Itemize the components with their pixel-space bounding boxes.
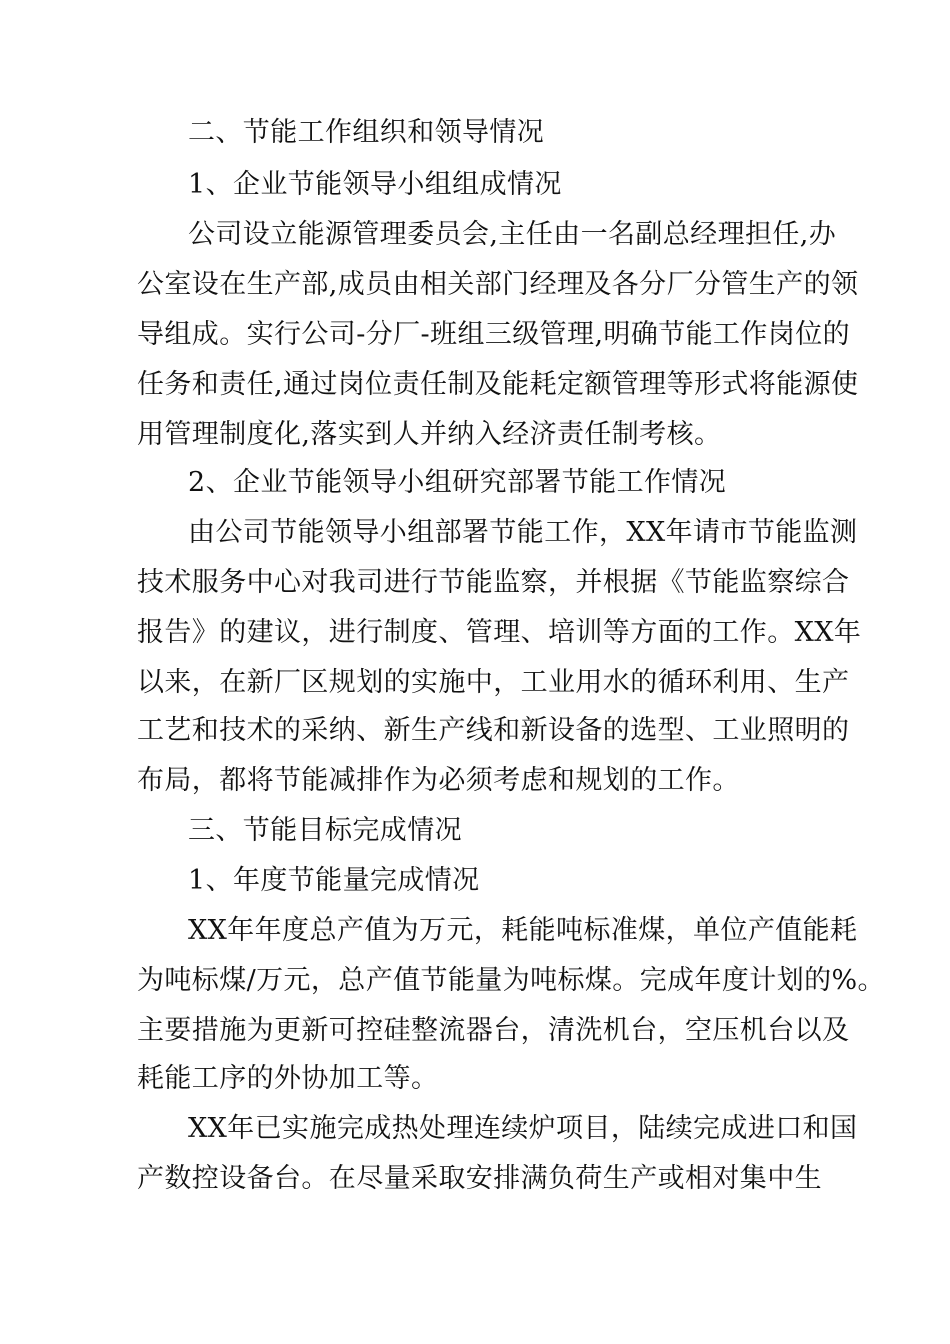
paragraph-line: 任务和责任,通过岗位责任制及能耗定额管理等形式将能源使 xyxy=(137,369,859,400)
subsection-heading: 2、企业节能领导小组研究部署节能工作情况 xyxy=(188,467,727,498)
paragraph-line: 以来，在新厂区规划的实施中，工业用水的循环利用、生产 xyxy=(137,667,850,698)
paragraph-line: 耗能工序的外协加工等。 xyxy=(137,1063,439,1094)
paragraph-line: 技术服务中心对我司进行节能监察，并根据《节能监察综合 xyxy=(137,567,850,598)
paragraph-line: XX年已实施完成热处理连续炉项目，陆续完成进口和国 xyxy=(188,1113,858,1144)
section-heading: 三、节能目标完成情况 xyxy=(188,815,462,846)
subsection-heading: 1、企业节能领导小组组成情况 xyxy=(188,169,562,200)
paragraph-line: 主要措施为更新可控硅整流器台，清洗机台，空压机台以及 xyxy=(137,1015,850,1046)
paragraph-line: 用管理制度化,落实到人并纳入经济责任制考核。 xyxy=(137,419,722,450)
section-heading: 二、节能工作组织和领导情况 xyxy=(188,117,545,148)
paragraph-line: 公司设立能源管理委员会,主任由一名副总经理担任,办 xyxy=(188,219,837,250)
paragraph-line: 工艺和技术的采纳、新生产线和新设备的选型、工业照明的 xyxy=(137,715,850,746)
paragraph-line: 为吨标煤/万元，总产值节能量为吨标煤。完成年度计划的%。 xyxy=(137,965,885,996)
paragraph-line: XX年年度总产值为万元，耗能吨标准煤，单位产值能耗 xyxy=(188,915,858,946)
paragraph-line: 导组成。实行公司-分厂-班组三级管理,明确节能工作岗位的 xyxy=(137,319,851,350)
paragraph-line: 由公司节能领导小组部署节能工作，XX年请市节能监测 xyxy=(188,517,858,548)
paragraph-line: 布局，都将节能减排作为必须考虑和规划的工作。 xyxy=(137,765,740,796)
paragraph-line: 公室设在生产部,成员由相关部门经理及各分厂分管生产的领 xyxy=(137,269,859,300)
subsection-heading: 1、年度节能量完成情况 xyxy=(188,865,480,896)
paragraph-line: 产数控设备台。在尽量采取安排满负荷生产或相对集中生 xyxy=(137,1163,822,1194)
paragraph-line: 报告》的建议，进行制度、管理、培训等方面的工作。XX年 xyxy=(137,617,862,648)
